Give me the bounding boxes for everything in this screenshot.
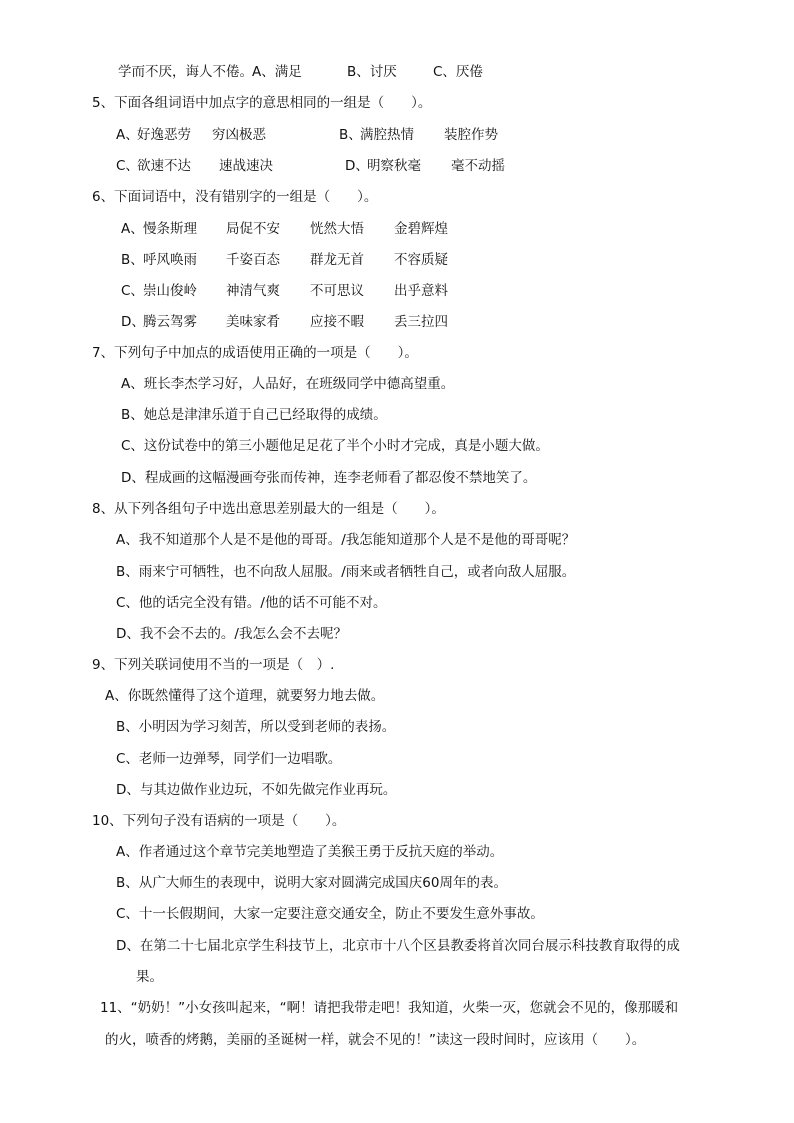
q6-option-d-word1: 腾云驾雾 bbox=[143, 314, 197, 330]
q5-option-a-word2: 穷凶极恶 bbox=[212, 127, 266, 143]
q6-option-c-word3: 不可思议 bbox=[310, 283, 364, 299]
q10-option-a[interactable]: A、作者通过这个章节完美地塑造了美猴王勇于反抗天庭的举动。 bbox=[116, 844, 504, 860]
q10-stem: 10、下列句子没有语病的一项是（ ）。 bbox=[92, 813, 346, 829]
q4-option-a[interactable]: A、满足 bbox=[252, 64, 302, 80]
q6-option-b-word3: 群龙无首 bbox=[310, 252, 364, 268]
q5-option-a-word1: 好逸恶劳 bbox=[137, 127, 191, 143]
q6-option-b-word4: 不容质疑 bbox=[394, 252, 448, 268]
q9-option-c[interactable]: C、老师一边弹琴，同学们一边唱歌。 bbox=[116, 751, 342, 767]
q4-stem: 学而不厌，诲人不倦。 bbox=[118, 64, 253, 80]
q6-option-a-word2: 局促不安 bbox=[226, 221, 280, 237]
q5-option-d-word2: 毫不动摇 bbox=[451, 158, 505, 174]
q7-stem: 7、下列句子中加点的成语使用正确的一项是（ ）。 bbox=[92, 345, 418, 361]
q5-option-c-word1: 欲速不达 bbox=[137, 158, 191, 174]
q5-option-c-label[interactable]: C、 bbox=[116, 158, 139, 174]
q7-option-d[interactable]: D、程成画的这幅漫画夸张而传神，连李老师看了都忍俊不禁地笑了。 bbox=[121, 470, 537, 486]
q6-option-c-word2: 神清气爽 bbox=[226, 283, 280, 299]
q6-option-d-word3: 应接不暇 bbox=[310, 314, 364, 330]
q10-option-d-continuation: 果。 bbox=[136, 969, 163, 985]
q9-option-d[interactable]: D、与其边做作业边玩，不如先做完作业再玩。 bbox=[116, 782, 397, 798]
q9-stem: 9、下列关联词使用不当的一项是（ ）. bbox=[92, 657, 335, 673]
q5-option-b-word1: 满腔热情 bbox=[360, 127, 414, 143]
q5-option-b-word2: 装腔作势 bbox=[444, 127, 498, 143]
q11-line2: 的火，喷香的烤鹅，美丽的圣诞树一样，就会不见的！”读这一段时间时，应该用（ ）。 bbox=[105, 1032, 646, 1048]
q6-option-d-word2: 美味家肴 bbox=[226, 314, 280, 330]
q5-option-a-label[interactable]: A、 bbox=[116, 127, 139, 143]
q6-option-c-label[interactable]: C、 bbox=[121, 283, 144, 299]
q8-option-a[interactable]: A、我不知道那个人是不是他的哥哥。/我怎能知道那个人是不是他的哥哥呢？ bbox=[116, 532, 576, 548]
q6-option-a-word3: 恍然大悟 bbox=[310, 221, 364, 237]
q6-option-b-word1: 呼风唤雨 bbox=[143, 252, 197, 268]
q8-option-d[interactable]: D、我不会不去的。/我怎么会不去呢？ bbox=[116, 626, 347, 642]
q6-option-a-word1: 慢条斯理 bbox=[143, 221, 197, 237]
q11-line1: 11、“奶奶！”小女孩叫起来，“啊！请把我带走吧！我知道，火柴一灭，您就会不见的，像那暖和 bbox=[100, 1000, 679, 1016]
q10-option-d[interactable]: D、在第二十七届北京学生科技节上，北京市十八个区县教委将首次同台展示科技教育取得的成 bbox=[116, 938, 680, 954]
q10-option-c[interactable]: C、十一长假期间，大家一定要注意交通安全，防止不要发生意外事故。 bbox=[116, 906, 544, 922]
q5-option-c-word2: 速战速决 bbox=[219, 158, 273, 174]
q6-option-b-word2: 千姿百态 bbox=[226, 252, 280, 268]
q6-option-a-word4: 金碧辉煌 bbox=[394, 221, 448, 237]
q6-stem: 6、下面词语中，没有错别字的一组是（ ）。 bbox=[92, 189, 378, 205]
q5-option-b-label[interactable]: B、 bbox=[339, 127, 362, 143]
q6-option-d-word4: 丢三拉四 bbox=[394, 314, 448, 330]
q6-option-d-label[interactable]: D、 bbox=[121, 314, 145, 330]
q5-stem: 5、下面各组词语中加点字的意思相同的一组是（ ）。 bbox=[92, 95, 432, 111]
q8-option-c[interactable]: C、他的话完全没有错。/他的话不可能不对。 bbox=[116, 595, 387, 611]
q9-option-b[interactable]: B、小明因为学习刻苦，所以受到老师的表扬。 bbox=[116, 719, 396, 735]
q9-option-a[interactable]: A、你既然懂得了这个道理，就要努力地去做。 bbox=[105, 688, 385, 704]
q6-option-c-word1: 崇山俊岭 bbox=[143, 283, 197, 299]
q10-option-b[interactable]: B、从广大师生的表现中，说明大家对圆满完成国庆60周年的表。 bbox=[116, 875, 507, 891]
q5-option-d-label[interactable]: D、 bbox=[345, 158, 369, 174]
q4-option-b[interactable]: B、讨厌 bbox=[347, 64, 397, 80]
q6-option-b-label[interactable]: B、 bbox=[121, 252, 144, 268]
q7-option-c[interactable]: C、这份试卷中的第三小题他足足花了半个小时才完成，真是小题大做。 bbox=[121, 438, 549, 454]
q8-option-b[interactable]: B、雨来宁可牺牲，也不向敌人屈服。/雨来或者牺牲自己，或者向敌人屈服。 bbox=[116, 564, 576, 580]
q6-option-c-word4: 出乎意料 bbox=[394, 283, 448, 299]
q7-option-a[interactable]: A、班长李杰学习好，人品好，在班级同学中德高望重。 bbox=[121, 376, 455, 392]
q8-stem: 8、从下列各组句子中选出意思差别最大的一组是（ ）。 bbox=[92, 501, 445, 517]
q7-option-b[interactable]: B、她总是津津乐道于自己已经取得的成绩。 bbox=[121, 407, 387, 423]
q4-option-c[interactable]: C、厌倦 bbox=[433, 64, 483, 80]
q6-option-a-label[interactable]: A、 bbox=[121, 221, 144, 237]
q5-option-d-word1: 明察秋毫 bbox=[367, 158, 421, 174]
